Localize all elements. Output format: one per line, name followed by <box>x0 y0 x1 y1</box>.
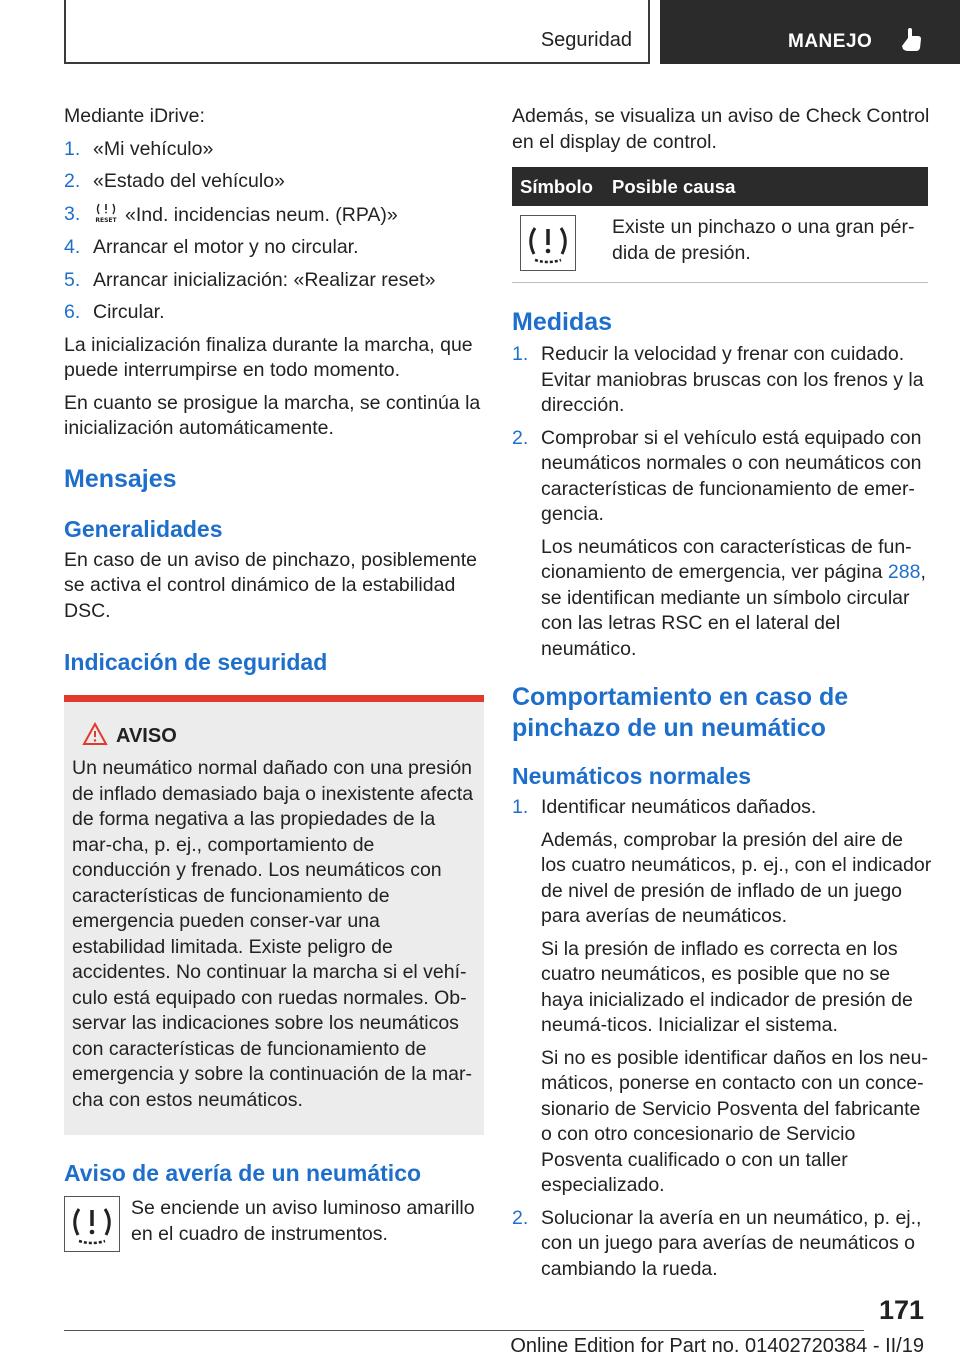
step-subtext: Si la presión de inflado es correcta en los cuatro neumáticos, es posible que no se haya inicializado el indicador de presión de neumá‐ticos. Inicializar el sistema. <box>541 937 913 1036</box>
subtext-part: Los neumáticos con características de fun‐cionamiento de emergencia, ver página <box>541 535 912 583</box>
edition-text: Online Edition for Part no. 01402720384 - II/19 <box>510 1335 924 1357</box>
table-header: Símbolo <box>512 167 604 206</box>
idrive-intro: Mediante iDrive: <box>64 105 205 127</box>
step-text: Arrancar inicialización: «Realizar reset» <box>93 268 436 291</box>
symbol-table <box>512 167 928 283</box>
step-number: 6. <box>64 301 81 323</box>
list-item <box>64 235 484 261</box>
step-text: Reducir la velocidad y frenar con cuidado. Evitar maniobras bruscas con los frenos y la dirección. <box>541 343 924 416</box>
step-text: «Estado del vehículo» <box>93 170 285 192</box>
tire-reset-icon <box>93 202 119 224</box>
list-item <box>512 795 932 1199</box>
init-paragraph-1: La inicialización finaliza durante la marcha, que puede interrumpirse en todo momento. <box>64 333 473 381</box>
generalidades-text: En caso de un aviso de pinchazo, posiblemente se activa el control dinámico de la estabilidad DSC. <box>64 548 478 622</box>
list-item <box>512 426 932 663</box>
page-number: 171 <box>878 1295 924 1325</box>
aviso-text: Se enciende un aviso luminoso amarillo en el cuadro de instrumentos. <box>131 1197 475 1245</box>
warning-text: Un neumático normal dañado con una presión de inflado demasiado baja o inexistente afecta de forma negativa a las propiedades de la mar‐cha, p. ej., comportamiento de conducción y frenado. Los neumáticos con características de funcionamiento de emergencia pueden conser‐var una estabilidad limitada. Existe peligro de accidentes. No continuar la marcha si el vehí‐culo está equipado con ruedas normales. Ob‐servar las indicaciones sobre los neumáticos con características de funcionamiento de emergencia y sobre la continuación de la mar‐cha con estos neumáticos. <box>72 757 474 1111</box>
table-row <box>512 206 928 283</box>
check-control-intro: Además, se visualiza un aviso de Check Control en el display de control. <box>512 105 930 153</box>
normales-steps <box>512 795 932 1282</box>
aviso-row <box>64 1196 484 1252</box>
step-subtext <box>541 535 932 663</box>
list-item <box>64 137 484 163</box>
warning-title-text: AVISO <box>116 725 177 747</box>
step-number: 5. <box>64 268 81 291</box>
warning-box <box>64 695 484 1135</box>
step-number: 2. <box>64 170 81 192</box>
step-text: Circular. <box>93 301 165 323</box>
warning-triangle-icon <box>82 722 108 746</box>
heading-mensajes: Mensajes <box>64 464 177 493</box>
step-number: 1. <box>512 343 529 365</box>
step-subtext: Si no es posible identificar daños en los neu‐máticos, ponerse en contacto con un conce‐sionario de Servicio Posventa del fabricante o con otro concesionario de Servicio Posventa cualificado o con un taller especializado. <box>541 1046 928 1196</box>
step-subtext: Además, comprobar la presión del aire de los cuatro neumáticos, p. ej., con el indicador de nivel de presión de inflado de un juego para averías de neumáticos. <box>541 828 932 927</box>
list-item <box>64 268 484 294</box>
step-text: Comprobar si el vehículo está equipado con neumáticos normales o con neumáticos con características de funcionamiento de emer‐gencia. <box>541 426 922 525</box>
list-item <box>512 342 932 419</box>
right-column <box>512 104 932 1289</box>
list-item <box>64 202 484 229</box>
heading-indicacion: Indicación de seguridad <box>64 649 328 675</box>
left-column <box>64 104 484 1252</box>
subtext-part: , se identifican mediante un símbolo circular con las letras RSC en el lateral del neumático. <box>541 561 926 660</box>
step-number: 1. <box>512 796 529 818</box>
step-number: 3. <box>64 202 81 225</box>
step-text: Identificar neumáticos dañados. <box>541 796 817 818</box>
list-item <box>512 1206 932 1283</box>
step-number: 2. <box>512 1206 529 1229</box>
tire-pressure-warning-icon <box>520 215 576 271</box>
driving-hand-icon <box>896 24 926 54</box>
list-item <box>64 300 484 326</box>
step-text: «Ind. incidencias neum. (RPA)» <box>125 203 398 226</box>
step-number: 2. <box>512 426 529 449</box>
page-link[interactable]: 288 <box>887 561 921 583</box>
heading-aviso: Aviso de avería de un neumático <box>64 1160 422 1186</box>
idrive-steps <box>64 137 484 326</box>
table-cell-symbol <box>512 206 604 283</box>
footer-divider <box>64 1330 864 1331</box>
step-text: «Mi vehículo» <box>93 137 214 160</box>
chapter-label: MANEJO <box>788 31 873 52</box>
header-section-box <box>64 0 650 64</box>
heading-comportamiento: Comportamiento en caso de pinchazo de un neumático <box>512 683 849 742</box>
step-text: Arrancar el motor y no circular. <box>93 236 359 258</box>
heading-generalidades: Generalidades <box>64 515 223 542</box>
medidas-steps <box>512 342 932 662</box>
warning-title <box>72 724 476 750</box>
step-number: 4. <box>64 236 81 258</box>
init-paragraph-2: En cuanto se prosigue la marcha, se continúa la inicialización automáticamente. <box>64 391 481 439</box>
svg-text:RESET: RESET <box>95 216 117 224</box>
table-header: Posible causa <box>604 167 928 206</box>
heading-medidas: Medidas <box>512 308 613 336</box>
tire-pressure-warning-icon <box>64 1196 120 1252</box>
table-cell-cause: Existe un pinchazo o una gran pér‐dida de presión. <box>604 206 928 283</box>
section-title: Seguridad <box>540 29 632 51</box>
chapter-tab[interactable] <box>660 0 960 64</box>
step-number: 1. <box>64 137 81 160</box>
heading-normales: Neumáticos normales <box>512 763 752 789</box>
step-text: Solucionar la avería en un neumático, p. ej., con un juego para averías de neumáticos o cambiando la rueda. <box>541 1206 922 1280</box>
list-item <box>64 169 484 195</box>
